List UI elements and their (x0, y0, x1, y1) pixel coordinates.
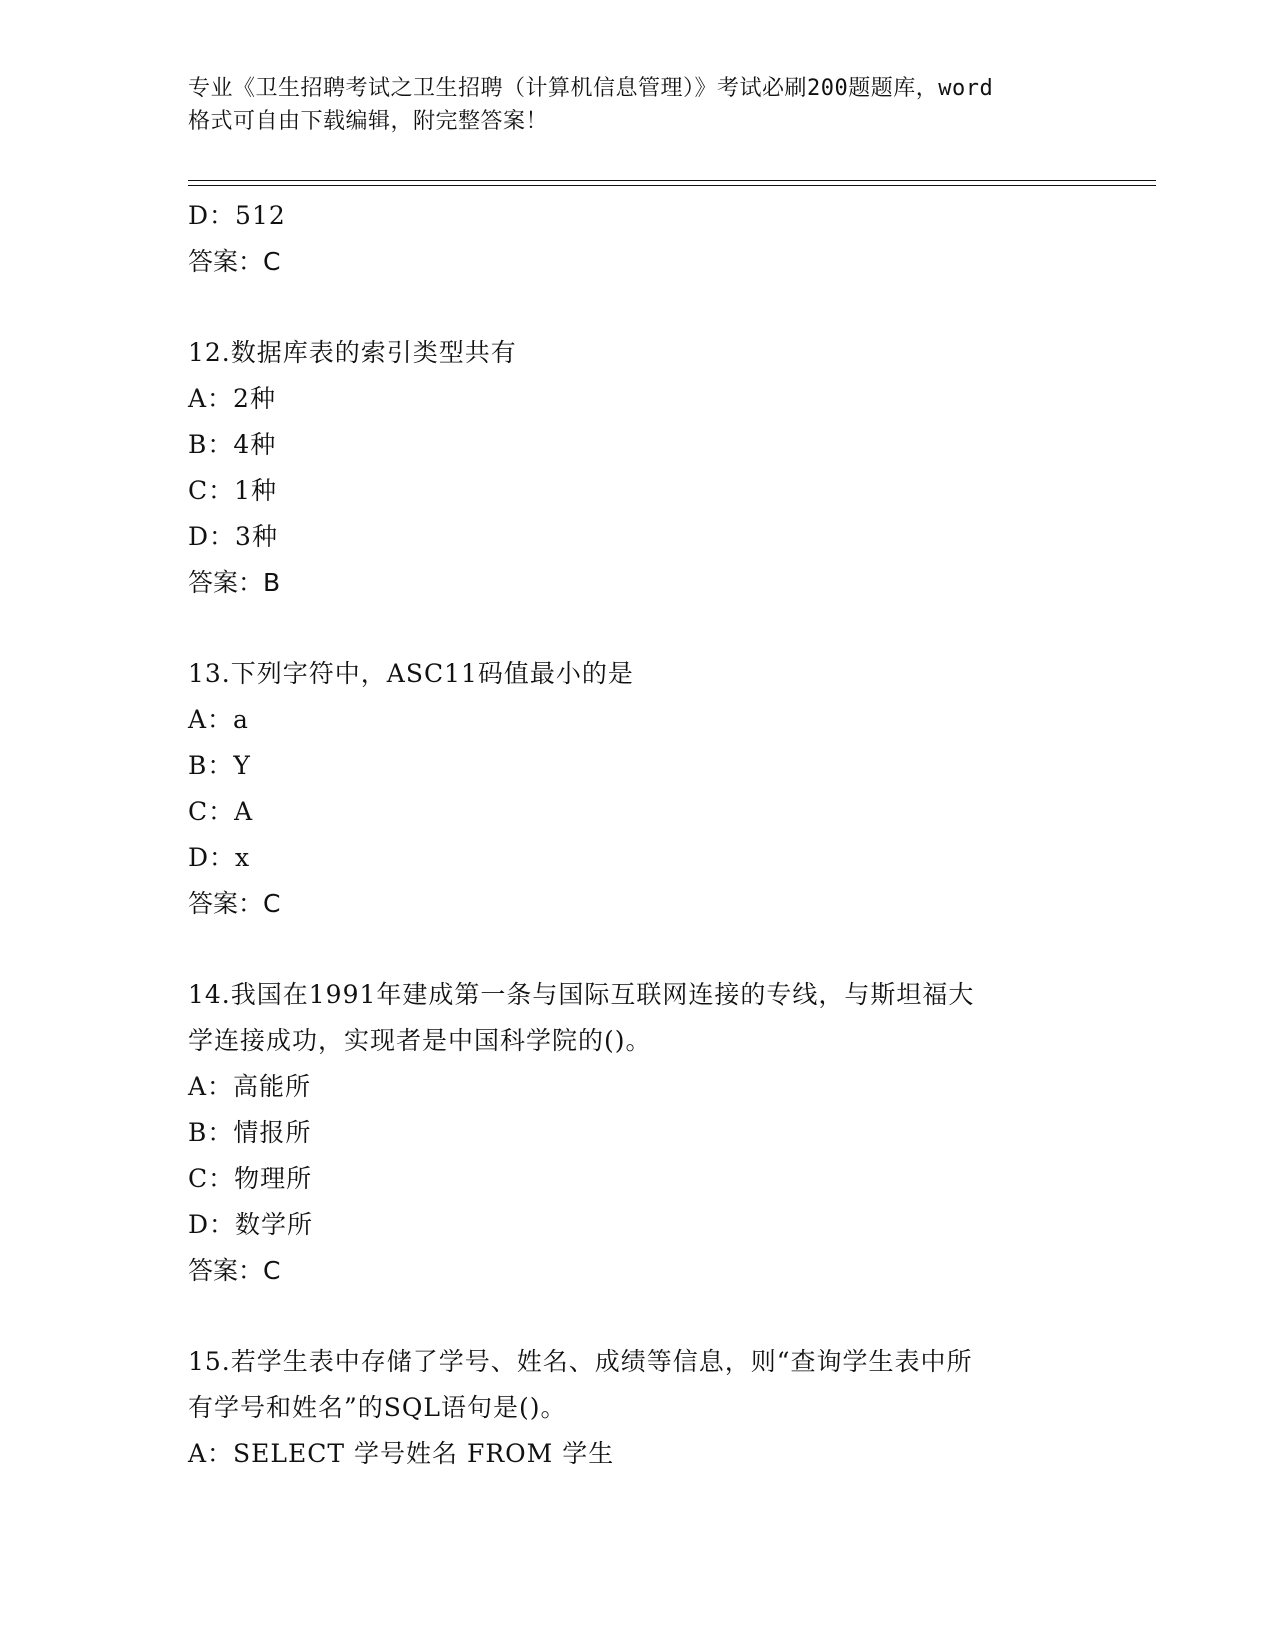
option-b: B：情报所 (188, 1118, 312, 1147)
header-line-1: 专业《卫生招聘考试之卫生招聘（计算机信息管理）》考试必刷200题题库，word (188, 76, 994, 101)
answer-line: 答案：C (188, 247, 281, 276)
question-list (188, 193, 1088, 1477)
question-stem-line-1: 14.我国在1991年建成第一条与国际互联网连接的专线，与斯坦福大 (188, 980, 975, 1009)
question-15 (188, 1339, 1088, 1477)
option-a: A：SELECT 学号姓名 FROM 学生 (188, 1439, 615, 1468)
option-b: B：Y (188, 751, 251, 780)
option-d: D：x (188, 843, 251, 872)
answer-line: 答案：C (188, 1256, 281, 1285)
question-stem-line-1: 15.若学生表中存储了学号、姓名、成绩等信息，则“查询学生表中所 (188, 1347, 973, 1376)
option-a: A：2种 (188, 384, 276, 413)
answer-line: 答案：B (188, 568, 281, 597)
option-b: B：4种 (188, 430, 277, 459)
question-13 (188, 651, 1088, 927)
option-d: D：数学所 (188, 1210, 314, 1239)
option-a: A：高能所 (188, 1072, 312, 1101)
question-12 (188, 330, 1088, 606)
previous-question-tail (188, 193, 1088, 285)
question-14 (188, 972, 1088, 1294)
option-d: D：512 (188, 201, 286, 230)
answer-line: 答案：C (188, 889, 281, 918)
option-a: A：a (188, 705, 249, 734)
question-stem-line-2: 学连接成功，实现者是中国科学院的()。 (188, 1026, 652, 1055)
header-divider-bottom (188, 185, 1156, 186)
header-line-2: 格式可自由下载编辑，附完整答案！ (188, 109, 549, 134)
question-stem: 12.数据库表的索引类型共有 (188, 338, 517, 367)
option-c: C：1种 (188, 476, 278, 505)
option-c: C：A (188, 797, 254, 826)
document-header (188, 72, 1088, 138)
option-d: D：3种 (188, 522, 278, 551)
question-stem: 13.下列字符中，ASC11码值最小的是 (188, 659, 634, 688)
option-c: C：物理所 (188, 1164, 313, 1193)
header-divider-top (188, 180, 1156, 181)
question-stem-line-2: 有学号和姓名”的SQL语句是()。 (188, 1393, 567, 1422)
